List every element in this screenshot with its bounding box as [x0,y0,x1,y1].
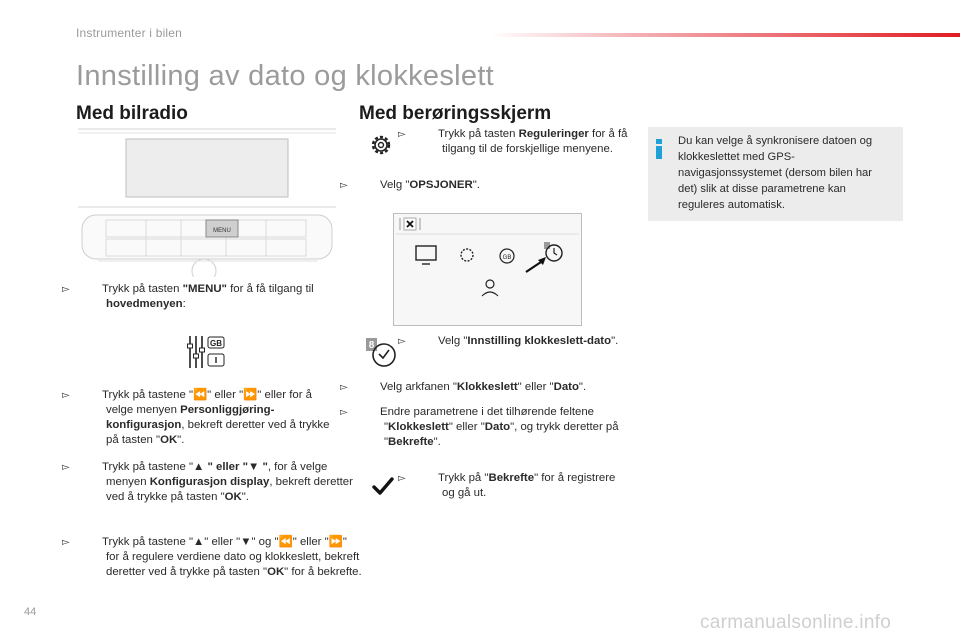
screen-gb-label: GB [502,255,512,261]
step-touch-3: ▻ Velg "Innstilling klokkeslett-dato". [398,335,619,347]
checkmark-icon [372,476,394,496]
running-header: Instrumenter i bilen [76,26,183,40]
page-title: Innstilling av dato og klokkeslett [76,60,495,92]
section-heading-radio: Med bilradio [76,103,188,124]
car-radio-illustration [78,127,336,277]
step-radio-4: ▻ Trykk på tastene "▲" eller "▼" og "⏪" eller "⏩" for å regulere verdiene dato og klokkeslett, bekreft deretter ved å trykke på tasten "OK" for å bekrefte. [62,536,362,578]
info-text: Du kan velge å synkronisere datoen og klokkeslettet med GPS-navigasjonssystemet (dersom bilen har det) slik at disse parametrene kan reguleres automatisk. [678,135,873,211]
step-touch-5: ▻ Endre parametrene i det tilhørende feltene "Klokkeslett" eller "Dato", og trykk deretter på "Bekrefte". [340,406,619,448]
step-radio-3: ▻ Trykk på tastene "▲ " eller "▼ ", for å velge menyen Konfigurasjon display, bekreft deretter ved å trykke på tasten "OK". [62,461,353,503]
step-touch-1: ▻ Trykk på tasten Reguleringer for å få tilgang til de forskjellige menyene. [398,128,628,155]
gear-icon [366,130,396,160]
clock-icon-badge-number: 8 [368,340,375,351]
touchscreen-options-screenshot [393,213,582,326]
step-radio-1: ▻ Trykk på tasten "MENU" for å få tilgang til hovedmenyen: [62,283,314,310]
info-box [648,127,903,221]
info-icon [656,139,662,159]
step-touch-4: ▻ Velg arkfanen "Klokkeslett" eller "Dato". [340,381,587,393]
step-radio-2: ▻ Trykk på tastene "⏪" eller "⏩" eller for å velge menyen Personliggjøring-konfigurasjon, bekreft deretter ved å trykke på tasten "OK". [62,389,330,446]
step-touch-2: ▻ Velg "OPSJONER". [340,179,480,191]
header-accent-bar [490,33,960,37]
section-heading-touchscreen: Med berøringsskjerm [359,103,552,124]
watermark: carmanualsonline.info [700,612,892,633]
page-number: 44 [24,606,37,618]
step-touch-6: ▻ Trykk på "Bekrefte" for å registrere og gå ut. [398,472,616,499]
icon-gb-label: GB [210,339,222,348]
clock-settings-icon [366,338,398,370]
radio-menu-key: MENU [213,228,231,234]
settings-sliders-icon [186,334,226,370]
